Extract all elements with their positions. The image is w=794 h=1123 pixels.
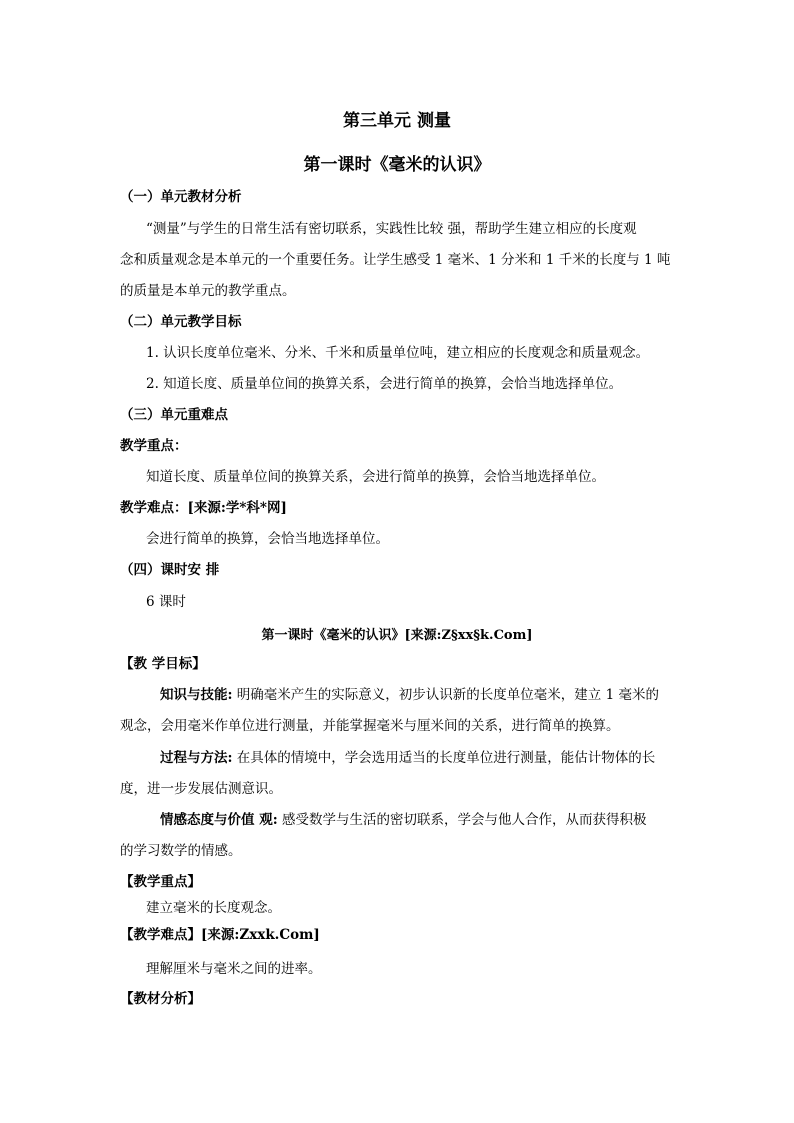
lesson-difficulty-source: [来源:Zxxk.Com]	[201, 927, 320, 943]
goal-attitude-label: 情感态度与价值 观:	[160, 812, 278, 828]
schedule-text: 6 课时	[146, 594, 186, 610]
list-item: 1. 认识长度单位毫米、分米、千米和质量单位吨，建立相应的长度观念和质量观念。	[146, 345, 650, 361]
section-heading-schedule: （四）课时安 排	[120, 562, 220, 578]
difficulty-label: 教学难点：[来源:学*科*网]	[120, 500, 287, 516]
list-item: 2. 知道长度、质量单位间的换算关系，会进行简单的换算，会恰当地选择单位。	[146, 376, 623, 392]
lesson-key-heading: 【教学重点】	[120, 874, 201, 890]
lesson-difficulty-heading: 【教学难点】	[120, 927, 201, 943]
lesson-difficulty	[120, 926, 320, 944]
goal-process-label: 过程与方法:	[160, 750, 233, 766]
section-heading-keypoints: （三）单元重难点	[120, 407, 228, 423]
goal-knowledge	[160, 686, 659, 704]
lesson-goals-heading: 【教 学目标】	[120, 656, 206, 672]
goal-attitude-text: 感受数学与生活的密切联系，学会与他人合作，从而获得积极	[281, 812, 647, 828]
page-title: 第三单元 测量	[343, 111, 451, 131]
paragraph-line: “测量”与学生的日常生活有密切联系，实践性比较 强，帮助学生建立相应的长度观	[146, 221, 637, 237]
paragraph-line: 念和质量观念是本单元的一个重要任务。让学生感受 1 毫米、1 分米和 1 千米的长度与 1 吨	[120, 252, 671, 268]
goal-process	[160, 749, 655, 767]
section-heading-goals: （二）单元教学目标	[120, 314, 242, 330]
lesson-key-text: 建立毫米的长度观念。	[146, 900, 281, 916]
difficulty-text: 会进行简单的换算，会恰当地选择单位。	[146, 531, 389, 547]
goal-knowledge-text: 明确毫米产生的实际意义，初步认识新的长度单位毫米，建立 1 毫米的	[236, 687, 659, 703]
goal-process-text: 在具体的情境中，学会选用适当的长度单位进行测量，能估计物体的长	[236, 750, 656, 766]
lesson-analysis-heading: 【教材分析】	[120, 991, 201, 1007]
goal-knowledge-label: 知识与技能:	[160, 687, 233, 703]
key-points-text: 知道长度、质量单位间的换算关系，会进行简单的换算，会恰当地选择单位。	[146, 469, 605, 485]
lesson-heading: 第一课时《毫米的认识》[来源:Z§xx§k.Com]	[261, 628, 533, 643]
lesson-difficulty-text: 理解厘米与毫米之间的进率。	[146, 961, 322, 977]
paragraph-line: 度，进一步发展估测意识。	[120, 781, 282, 797]
key-points-label: 教学重点：	[120, 438, 188, 454]
paragraph-line: 的质量是本单元的教学重点。	[120, 283, 296, 299]
page-subtitle: 第一课时《毫米的认识》	[303, 155, 491, 175]
section-heading-analysis: （一）单元教材分析	[120, 189, 242, 205]
paragraph-line: 观念，会用毫米作单位进行测量，并能掌握毫米与厘米间的关系，进行简单的换算。	[120, 718, 620, 734]
paragraph-line: 的学习数学的情感。	[120, 843, 242, 859]
goal-attitude	[160, 811, 646, 829]
